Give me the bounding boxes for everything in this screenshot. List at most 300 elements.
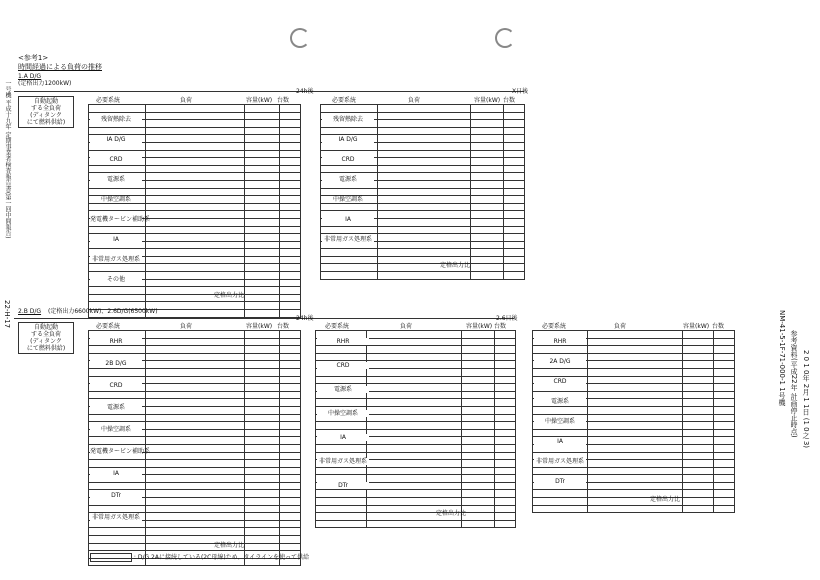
table-row [321, 264, 525, 272]
table-cell [146, 218, 245, 226]
table-cell [146, 264, 245, 272]
system-label: 非常用ガス処理系 [318, 458, 367, 465]
table-row [533, 505, 735, 513]
table-cell [245, 203, 280, 211]
table-cell [504, 105, 525, 113]
system-label: DTr [317, 482, 369, 489]
table-cell [714, 422, 735, 430]
table-cell [89, 528, 146, 536]
table-cell [146, 302, 245, 310]
table-cell [245, 234, 280, 242]
table-cell [471, 203, 504, 211]
table-cell [280, 414, 301, 422]
table-cell [588, 399, 683, 407]
table-cell [462, 437, 495, 445]
table-cell [714, 353, 735, 361]
table-cell [146, 368, 245, 376]
table-cell [245, 444, 280, 452]
header-load-b3: 負荷 [614, 323, 627, 330]
table-cell [146, 105, 245, 113]
system-label: IA [317, 434, 369, 441]
table-cell [378, 150, 471, 158]
table-cell [245, 310, 280, 318]
table-cell [378, 142, 471, 150]
table-cell [280, 513, 301, 521]
table-cell [146, 249, 245, 257]
table-cell [495, 452, 516, 460]
table-cell [245, 127, 280, 135]
table-cell [280, 120, 301, 128]
table-cell [321, 226, 378, 234]
table-cell [146, 528, 245, 536]
footer-note [90, 553, 309, 562]
table-cell [588, 346, 683, 354]
table-cell [367, 467, 462, 475]
table-cell [495, 406, 516, 414]
header-system-b3: 必要系統 [542, 323, 567, 330]
system-label: 発電機タービン補助系 [90, 448, 151, 455]
table-cell [280, 279, 301, 287]
system-label: IA [90, 236, 142, 243]
table-cell [378, 135, 471, 143]
table-cell [683, 353, 714, 361]
table-cell [471, 150, 504, 158]
table-cell [146, 437, 245, 445]
table-cell [245, 180, 280, 188]
table-cell [471, 211, 504, 219]
table-cell [146, 406, 245, 414]
table-cell [245, 264, 280, 272]
table-cell [245, 142, 280, 150]
table-cell [280, 353, 301, 361]
table-cell [714, 331, 735, 339]
table-cell [533, 406, 588, 414]
system-label: IA [322, 216, 374, 223]
table-cell [462, 467, 495, 475]
table-row [89, 287, 301, 295]
table-cell [367, 353, 462, 361]
table-cell [533, 467, 588, 475]
table-cell [495, 490, 516, 498]
table-cell [378, 180, 471, 188]
table-cell [462, 346, 495, 354]
table-cell [89, 543, 146, 551]
table-cell [683, 467, 714, 475]
table-cell [588, 437, 683, 445]
table-row [316, 353, 516, 361]
table-cell [280, 264, 301, 272]
table-row [316, 498, 516, 506]
punch-hole-left [290, 28, 310, 48]
table-cell [280, 460, 301, 468]
table-cell [245, 226, 280, 234]
table-cell [495, 338, 516, 346]
table-cell [714, 444, 735, 452]
table-cell [378, 203, 471, 211]
table-cell [462, 452, 495, 460]
table-cell [495, 399, 516, 407]
table-cell [146, 498, 245, 506]
table-cell [245, 294, 280, 302]
timeline-a [14, 91, 524, 92]
table-cell [471, 127, 504, 135]
table-cell [462, 482, 495, 490]
table-cell [471, 241, 504, 249]
system-label: DTr [534, 478, 586, 485]
table-cell [504, 249, 525, 257]
legend-text-2-b: する全負荷 [30, 331, 61, 338]
table-row [89, 346, 301, 354]
table-cell [504, 272, 525, 280]
punch-hole-right [495, 28, 515, 48]
table-cell [367, 444, 462, 452]
legend-text-4-b: にて燃料供給) [26, 345, 66, 352]
table-row [321, 105, 525, 113]
table-cell [588, 338, 683, 346]
table-cell [245, 150, 280, 158]
table-cell [495, 437, 516, 445]
table-row [89, 331, 301, 339]
table-cell [683, 399, 714, 407]
table-cell [316, 444, 367, 452]
system-label: 電源系 [90, 404, 142, 411]
table-cell [245, 429, 280, 437]
table-row [533, 498, 735, 506]
table-cell [471, 256, 504, 264]
system-label: 非常用ガス処理系 [535, 458, 584, 465]
table-cell [462, 460, 495, 468]
table-cell [367, 475, 462, 483]
system-label: RHR [317, 338, 369, 345]
page-title: 時間経過による負荷の推移 [18, 63, 102, 71]
table-cell [245, 218, 280, 226]
system-label: 中操空調系 [317, 410, 369, 417]
table-cell [367, 376, 462, 384]
table-cell [280, 287, 301, 295]
table-cell [316, 353, 367, 361]
table-cell [245, 406, 280, 414]
table-cell [471, 226, 504, 234]
rated-ratio-a1: 定格出力比 [214, 292, 245, 299]
table-row [316, 376, 516, 384]
table-cell [683, 444, 714, 452]
table-cell [714, 414, 735, 422]
table-row [316, 444, 516, 452]
table-cell [146, 196, 245, 204]
table-cell [245, 287, 280, 295]
system-label: 電源系 [90, 176, 142, 183]
table-row [321, 249, 525, 257]
table-cell [245, 120, 280, 128]
legend-text-4: にて燃料供給) [26, 119, 66, 126]
header-load-b2: 負荷 [400, 323, 413, 330]
table-cell [367, 338, 462, 346]
table-cell [683, 368, 714, 376]
table-cell [683, 429, 714, 437]
table-cell [714, 452, 735, 460]
table-row [89, 391, 301, 399]
table-cell [533, 505, 588, 513]
table-cell [714, 467, 735, 475]
table-cell [378, 120, 471, 128]
table-cell [146, 180, 245, 188]
table-cell [714, 437, 735, 445]
table-cell [714, 384, 735, 392]
table-cell [146, 165, 245, 173]
table-cell [495, 482, 516, 490]
table-cell [321, 165, 378, 173]
system-label: 残留熱除去 [322, 116, 374, 123]
table-cell [367, 414, 462, 422]
system-label: 2A D/G [534, 358, 586, 365]
table-cell [146, 376, 245, 384]
table-row [89, 165, 301, 173]
table-cell [588, 353, 683, 361]
table-cell [245, 256, 280, 264]
table-cell [504, 226, 525, 234]
table-cell [714, 460, 735, 468]
table-cell [714, 399, 735, 407]
system-label: 発電機タービン補助系 [90, 216, 151, 223]
table-cell [280, 196, 301, 204]
table-row [533, 368, 735, 376]
table-cell [245, 490, 280, 498]
table-cell [146, 391, 245, 399]
table-row [316, 422, 516, 430]
table-cell [504, 203, 525, 211]
table-cell [146, 338, 245, 346]
table-cell [588, 376, 683, 384]
table-cell [280, 173, 301, 181]
table-cell [367, 399, 462, 407]
system-label: 電源系 [322, 176, 374, 183]
table-cell [504, 112, 525, 120]
table-cell [495, 361, 516, 369]
table-cell [316, 399, 367, 407]
table-cell [471, 272, 504, 280]
table-cell [321, 105, 378, 113]
header-load-a2: 負荷 [408, 97, 421, 104]
table-cell [367, 460, 462, 468]
legend-text-3-b: (ディタンク [30, 338, 62, 345]
table-cell [471, 142, 504, 150]
table-cell [504, 120, 525, 128]
table-cell [245, 158, 280, 166]
table-cell [588, 475, 683, 483]
table-cell [495, 429, 516, 437]
note-marker-box [90, 553, 132, 562]
table-cell [495, 460, 516, 468]
table-cell [146, 279, 245, 287]
marker-x-day: X日後 [512, 88, 529, 95]
table-cell [89, 536, 146, 544]
table-cell [280, 142, 301, 150]
table-cell [533, 346, 588, 354]
table-cell [316, 331, 367, 339]
system-label: 中操空調系 [322, 196, 374, 203]
table-cell [146, 150, 245, 158]
marker-24h-a: 24h後 [296, 88, 314, 95]
table-cell [588, 429, 683, 437]
table-row [533, 444, 735, 452]
table-row [316, 490, 516, 498]
table-cell [367, 429, 462, 437]
table-cell [280, 376, 301, 384]
table-cell [321, 272, 378, 280]
header-capacity-b3: 容量(kW) [683, 323, 710, 330]
system-label: CRD [90, 156, 142, 163]
table-cell [245, 414, 280, 422]
table-cell [462, 490, 495, 498]
table-row [89, 520, 301, 528]
table-cell [146, 490, 245, 498]
table-cell [588, 460, 683, 468]
table-row [316, 331, 516, 339]
table-cell [245, 279, 280, 287]
table-cell [504, 234, 525, 242]
table-cell [495, 520, 516, 528]
table-cell [495, 444, 516, 452]
table-cell [462, 384, 495, 392]
table-cell [146, 460, 245, 468]
table-cell [495, 513, 516, 521]
table-cell [471, 105, 504, 113]
table-cell [378, 127, 471, 135]
table-cell [146, 127, 245, 135]
table-cell [471, 112, 504, 120]
table-cell [146, 331, 245, 339]
legend-text-1-b: 自動起動 [33, 324, 58, 331]
system-label: IA [534, 438, 586, 445]
table-cell [146, 310, 245, 318]
header-count-b3: 台数 [712, 323, 725, 330]
table-cell [89, 482, 146, 490]
system-label: 非常用ガス処理系 [323, 236, 372, 243]
section-b-title: 2.B D/G [18, 308, 42, 315]
table-cell [495, 384, 516, 392]
header-count-a2: 台数 [503, 97, 516, 104]
table-cell [321, 142, 378, 150]
table-cell [146, 256, 245, 264]
table-cell [714, 429, 735, 437]
system-label: CRD [322, 156, 374, 163]
table-cell [367, 520, 462, 528]
table-cell [462, 376, 495, 384]
table-cell [504, 165, 525, 173]
table-cell [245, 249, 280, 257]
table-cell [245, 498, 280, 506]
table-cell [462, 368, 495, 376]
table-cell [462, 353, 495, 361]
table-cell [504, 135, 525, 143]
table-cell [245, 165, 280, 173]
table-cell [245, 513, 280, 521]
table-cell [245, 302, 280, 310]
table-row [316, 505, 516, 513]
rated-ratio-b3: 定格出力比 [650, 496, 681, 503]
table-cell [588, 361, 683, 369]
system-label: IA D/G [90, 136, 142, 143]
table-cell [462, 513, 495, 521]
table-cell [245, 188, 280, 196]
table-cell [367, 331, 462, 339]
table-cell [504, 127, 525, 135]
table-cell [89, 226, 146, 234]
table-cell [245, 346, 280, 354]
table-cell [245, 272, 280, 280]
header-capacity-b1: 容量(kW) [246, 323, 273, 330]
table-cell [280, 368, 301, 376]
table-cell [495, 376, 516, 384]
footer-note-text: : D/G 2Aに接続している(2C母線)ため、タイラインを使って供給 [133, 554, 310, 561]
table-cell [378, 241, 471, 249]
table-cell [280, 422, 301, 430]
table-cell [245, 135, 280, 143]
table-cell [471, 249, 504, 257]
table-cell [89, 505, 146, 513]
table-cell [367, 452, 462, 460]
table-row [316, 467, 516, 475]
table-cell [504, 256, 525, 264]
table-cell [378, 173, 471, 181]
table-cell [245, 437, 280, 445]
table-cell [245, 361, 280, 369]
table-cell [280, 429, 301, 437]
table-row [321, 165, 525, 173]
table-cell [245, 482, 280, 490]
table-cell [245, 241, 280, 249]
table-cell [280, 180, 301, 188]
table-cell [714, 338, 735, 346]
table-cell [89, 264, 146, 272]
table-cell [367, 437, 462, 445]
table-cell [683, 490, 714, 498]
table-cell [146, 422, 245, 430]
table-cell [146, 173, 245, 181]
table-cell [588, 505, 683, 513]
table-cell [367, 384, 462, 392]
table-cell [146, 444, 245, 452]
table-cell [280, 498, 301, 506]
table-cell [588, 368, 683, 376]
side-right-title: 参考資料(平成22年 計画停止時点) [790, 330, 798, 438]
system-label: CRD [534, 378, 586, 385]
side-left-code: 22-H-17 [3, 300, 11, 329]
table-cell [367, 482, 462, 490]
table-cell [280, 150, 301, 158]
table-row [89, 505, 301, 513]
table-cell [146, 226, 245, 234]
header-count-a1: 台数 [277, 97, 290, 104]
table-cell [245, 196, 280, 204]
system-label: IA D/G [322, 136, 374, 143]
table-cell [146, 513, 245, 521]
table-row [316, 368, 516, 376]
header-capacity-a2: 容量(kW) [474, 97, 501, 104]
table-cell [280, 127, 301, 135]
section-a-subtitle: (定格出力1200kW) [18, 80, 72, 87]
table-cell [280, 391, 301, 399]
table-cell [683, 361, 714, 369]
table-cell [321, 256, 378, 264]
system-label: 中操空調系 [534, 418, 586, 425]
table-row [89, 368, 301, 376]
table-cell [146, 142, 245, 150]
table-row [89, 127, 301, 135]
section-a-title: 1.A D/G [18, 73, 42, 80]
table-cell [280, 234, 301, 242]
system-label: 電源系 [317, 386, 369, 393]
